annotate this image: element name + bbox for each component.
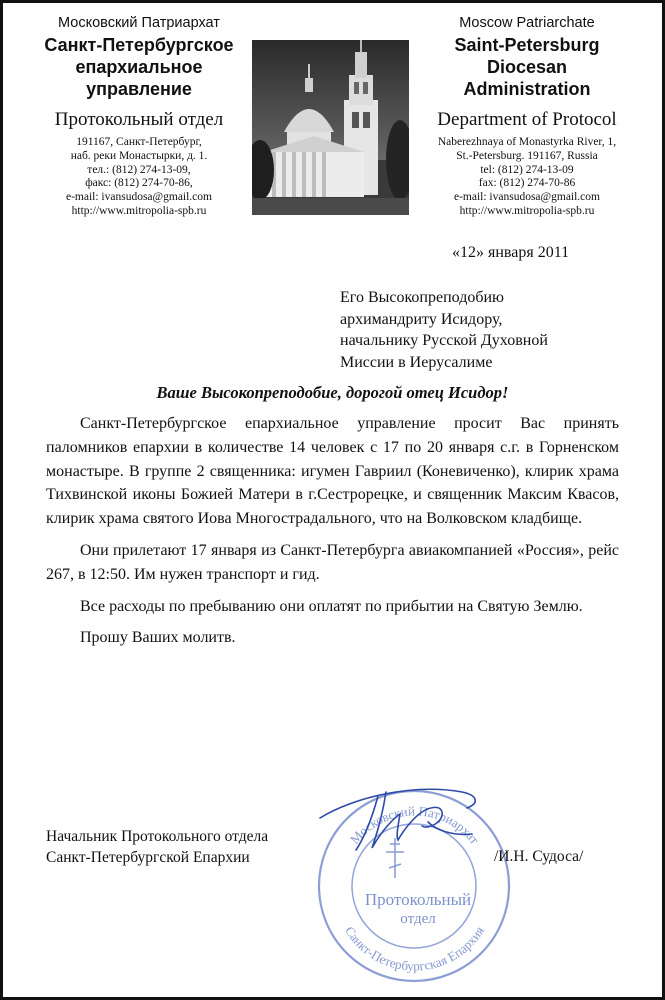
letterhead-english	[412, 14, 642, 219]
address-line: наб. реки Монастырки, д. 1.	[70, 149, 208, 162]
patriarchate-ru: Московский Патриархат	[58, 15, 220, 31]
addressee-line: Его Высокопреподобию	[340, 289, 504, 306]
signatory-title-line: Санкт-Петербургской Епархии	[46, 849, 250, 866]
address-line: факс: (812) 274-70-86,	[85, 177, 193, 190]
stamp-center-line: отдел	[400, 911, 436, 927]
addressee-line: Миссии в Иерусалиме	[340, 353, 493, 371]
org-line: управление	[86, 79, 192, 99]
signatory-name: /И.Н. Судоса/	[494, 848, 584, 865]
stamp-ring-top: Московский Патриархат	[346, 803, 483, 847]
address-line: тел.: (812) 274-13-09,	[87, 163, 191, 176]
body-paragraph: Санкт-Петербургское епархиальное управление просит Вас принять паломников епархии в количестве 14 человек с 17 по 20 января с.г. в Горненском монастыре. В группе 2 священника: игумен Гавриил (Коневиченко), клирик храма Тихвинской иконы Божией Матери в г.Сестрорецке, и священник Максим Квасов, клирик храма святого Иова Многострадального, что на Волковском кладбище.	[46, 415, 619, 528]
address-line: http://www.mitropolia-spb.ru	[459, 204, 595, 217]
address-en	[412, 136, 642, 219]
letterhead-russian	[28, 14, 250, 219]
department-en: Department of Protocol	[437, 109, 617, 130]
addressee-block	[340, 287, 548, 373]
org-name-ru	[28, 34, 250, 100]
address-line: tel: (812) 274-13-09	[480, 163, 574, 176]
address-line: Naberezhnaya of Monastyrka River, 1,	[437, 136, 617, 148]
signatory-title-line: Начальник Протокольного отдела	[46, 828, 269, 845]
body-paragraph: Все расходы по пребыванию они оплатят по прибытии на Святую Землю.	[80, 597, 583, 615]
signatory-title	[46, 826, 268, 868]
department-ru: Протокольный отдел	[54, 109, 224, 130]
official-stamp	[312, 778, 517, 983]
orthodox-cross-icon	[386, 838, 404, 878]
address-ru	[28, 136, 250, 219]
address-line: fax: (812) 274-70-86	[478, 177, 576, 190]
org-line: Санкт-Петербургское	[44, 35, 234, 55]
address-line: e-mail: ivansudosa@gmail.com	[65, 191, 212, 204]
address-line: 191167, Санкт-Петербург,	[76, 136, 202, 148]
body-paragraph: Прошу Ваших молитв.	[80, 629, 236, 647]
letter-body	[46, 412, 619, 658]
stamp-center-line: Протокольный	[364, 890, 472, 909]
address-line: e-mail: ivansudosa@gmail.com	[453, 191, 600, 204]
patriarchate-en: Moscow Patriarchate	[459, 15, 595, 31]
body-paragraph: Они прилетают 17 января из Санкт-Петербурга авиакомпанией «Россия», рейс 267, в 12:50. Им нужен транспорт и гид.	[46, 541, 619, 583]
address-line: http://www.mitropolia-spb.ru	[71, 204, 207, 217]
org-line: епархиальное	[75, 57, 203, 77]
stamp-ring-bottom: Санкт-Петербургская Епархия	[342, 923, 487, 974]
cathedral-photo	[252, 40, 409, 215]
org-line: Administration	[463, 79, 591, 99]
org-line: Diocesan	[486, 57, 568, 77]
org-name-en	[412, 34, 642, 100]
letter-date: «12» января 2011	[452, 244, 570, 261]
address-line: St.-Petersburg. 191167, Russia	[456, 149, 598, 162]
addressee-line: архимандриту Исидору,	[340, 310, 503, 328]
org-line: Saint-Petersburg	[454, 35, 600, 55]
salutation: Ваше Высокопреподобие, дорогой отец Исидор!	[156, 383, 509, 402]
addressee-line: начальнику Русской Духовной	[340, 332, 548, 349]
